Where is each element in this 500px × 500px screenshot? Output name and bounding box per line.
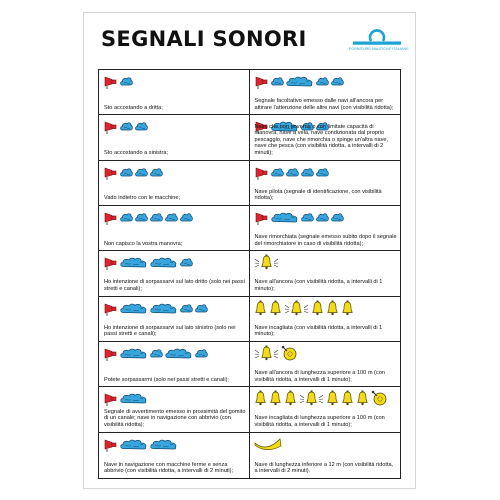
signal-cell — [250, 161, 401, 206]
horn-icon — [103, 118, 118, 135]
signal-caption: Potete sorpassarmi (solo nei passi stretti e canali); — [104, 376, 229, 383]
short-blast-icon — [120, 118, 133, 135]
signal-caption: Nave di lunghezza inferiore a 12 m (con visibilità ridotta, a intervalli di 2 minuti). — [254, 461, 394, 475]
long-blast-icon — [271, 209, 299, 226]
signal-caption: Nave all'ancora di lunghezza superiore a 100 m (con visibilità ridotta, a intervalli di 1 minuto); — [254, 370, 385, 383]
long-blast-icon — [120, 345, 148, 362]
signal-cell — [99, 206, 250, 251]
horn-icon — [254, 164, 269, 181]
short-blast-icon — [286, 164, 299, 181]
horn-icon — [254, 209, 269, 226]
signal-cell — [99, 342, 250, 387]
signal-pattern — [103, 209, 193, 226]
long-blast-icon — [120, 254, 148, 271]
brass-horn-icon — [254, 436, 282, 453]
short-blast-icon — [150, 345, 163, 362]
bell-icon — [269, 300, 282, 317]
signal-caption: Nave incagliata (con visibilità ridotta, a intervalli di 1 minuto); — [254, 324, 383, 338]
bell-icon — [356, 390, 369, 407]
signal-caption: Vado indietro con le macchine; — [104, 195, 181, 202]
long-blast-icon — [150, 436, 178, 453]
gong-icon — [371, 390, 388, 407]
short-blast-icon — [165, 209, 178, 226]
signal-caption: Nave incagliata di lunghezza superiore a 100 m (con visibilità ridotta, a intervalli di 1 minuto); — [254, 415, 385, 429]
signal-cell — [99, 161, 250, 206]
lifebuoy-logo-icon — [349, 25, 405, 47]
horn-icon — [103, 345, 118, 362]
signal-pattern — [254, 345, 298, 362]
short-blast-icon — [135, 209, 148, 226]
signal-pattern — [254, 390, 388, 407]
bell-icon — [254, 390, 267, 407]
signal-pattern — [103, 436, 178, 453]
signal-caption: Ho intenzione di sorpassarvi sul lato sinistro (solo nei passi stretti e canali); — [104, 324, 236, 338]
short-blast-icon — [301, 209, 314, 226]
ringing-bell-icon — [254, 254, 279, 271]
bell-icon — [269, 390, 282, 407]
horn-icon — [103, 390, 118, 407]
signal-caption: Nave all'ancora (con visibilità ridotta, a intervalli di 1 minuto); — [254, 279, 383, 293]
long-blast-icon — [120, 300, 148, 317]
signal-caption: Segnale facoltativo emesso dalle navi all'ancora per attirare l'attenzione delle altre navi (con visibilità ridotta); — [254, 98, 394, 111]
short-blast-icon — [195, 345, 208, 362]
short-blast-icon — [150, 209, 163, 226]
horn-icon — [103, 209, 118, 226]
signal-pattern — [254, 300, 354, 317]
long-blast-icon — [286, 73, 314, 90]
signal-pattern — [103, 300, 208, 317]
signal-caption: Nave in navigazione con macchine ferme e senza abbrivio (con visibilità ridotta, a intervalli di 2 minuti); — [104, 461, 234, 475]
signal-pattern — [103, 254, 193, 271]
signal-pattern — [254, 73, 344, 90]
short-blast-icon — [271, 73, 284, 90]
bell-icon — [341, 390, 354, 407]
signal-cell — [99, 115, 250, 160]
signal-cell — [99, 70, 250, 115]
signal-pattern — [103, 390, 148, 407]
signal-caption: Ho intenzione di sorpassarvi sul lato dritto (solo nei passi stretti e canali); — [104, 279, 245, 293]
signal-cell — [250, 251, 401, 296]
bell-icon — [326, 390, 339, 407]
signal-pattern — [103, 73, 133, 90]
signal-cell — [250, 206, 401, 251]
horn-icon — [103, 254, 118, 271]
signal-cell — [99, 433, 250, 478]
signal-pattern — [103, 164, 163, 181]
signal-pattern — [103, 345, 208, 362]
signal-cell — [250, 70, 401, 115]
short-blast-icon — [135, 164, 148, 181]
short-blast-icon — [135, 118, 148, 135]
poster-title: SEGNALI SONORI — [101, 27, 307, 51]
bell-icon — [311, 300, 324, 317]
ringing-bell-icon — [254, 345, 279, 362]
signal-cell — [250, 115, 401, 160]
short-blast-icon — [316, 209, 329, 226]
signal-cell — [250, 433, 401, 478]
short-blast-icon — [120, 164, 133, 181]
signal-caption: Sto accostando a dritta; — [104, 104, 163, 111]
signal-caption: Nave che non governa o con limitate capacità di manovra, nave a vela, nave condizionata dal proprio pescaggio, nave che rimorchia o spinge un'altra nave, nave che pesca (con visibilità ridotta, a intervalli di 2 minuti); — [254, 123, 389, 157]
signal-pattern — [254, 436, 282, 453]
bell-icon — [326, 300, 339, 317]
horn-icon — [103, 164, 118, 181]
gong-icon — [281, 345, 298, 362]
signal-cell — [250, 387, 401, 432]
signal-pattern — [254, 209, 344, 226]
signal-caption: Segnale di avvertimento emesso in prossimità del gomito di un canale; nave in navigazione con abbrivio (con visibilità ridotta); — [104, 408, 246, 429]
long-blast-icon — [150, 300, 178, 317]
short-blast-icon — [331, 209, 344, 226]
signal-cell — [99, 297, 250, 342]
long-blast-icon — [165, 345, 193, 362]
long-blast-icon — [150, 254, 178, 271]
short-blast-icon — [120, 73, 133, 90]
bell-icon — [341, 300, 354, 317]
short-blast-icon — [271, 164, 284, 181]
signal-cell — [99, 251, 250, 296]
short-blast-icon — [195, 300, 208, 317]
signal-caption: Nave pilota (segnale di identificazione, con visibilità ridotta); — [254, 188, 382, 202]
ringing-bell-icon — [284, 300, 309, 317]
short-blast-icon — [180, 300, 193, 317]
signal-grid — [98, 69, 401, 479]
signal-pattern — [103, 118, 148, 135]
signal-pattern — [254, 164, 329, 181]
short-blast-icon — [316, 164, 329, 181]
signal-pattern — [254, 254, 279, 271]
signal-caption: Nave rimorchiata (segnale emesso subito dopo il segnale del rimorchiatore in caso di visibilità ridotta); — [254, 234, 397, 247]
signal-caption: Non capisco la vostra manovra; — [104, 240, 183, 247]
signal-poster — [83, 12, 416, 489]
signal-cell — [250, 342, 401, 387]
brand-logo — [349, 25, 409, 51]
short-blast-icon — [331, 73, 344, 90]
bell-icon — [254, 300, 267, 317]
signal-cell — [99, 387, 250, 432]
short-blast-icon — [301, 164, 314, 181]
logo-text: FORNITURE NAUTICHE ITALIANE — [349, 47, 409, 51]
horn-icon — [254, 73, 269, 90]
ringing-bell-icon — [299, 390, 324, 407]
short-blast-icon — [120, 209, 133, 226]
short-blast-icon — [180, 209, 193, 226]
signal-caption: Sto accostando a sinistra; — [104, 150, 169, 157]
bell-icon — [284, 390, 297, 407]
long-blast-icon — [120, 436, 148, 453]
short-blast-icon — [316, 73, 329, 90]
signal-cell — [250, 297, 401, 342]
long-blast-icon — [120, 390, 148, 407]
horn-icon — [103, 436, 118, 453]
horn-icon — [103, 73, 118, 90]
horn-icon — [103, 300, 118, 317]
short-blast-icon — [150, 164, 163, 181]
short-blast-icon — [180, 254, 193, 271]
